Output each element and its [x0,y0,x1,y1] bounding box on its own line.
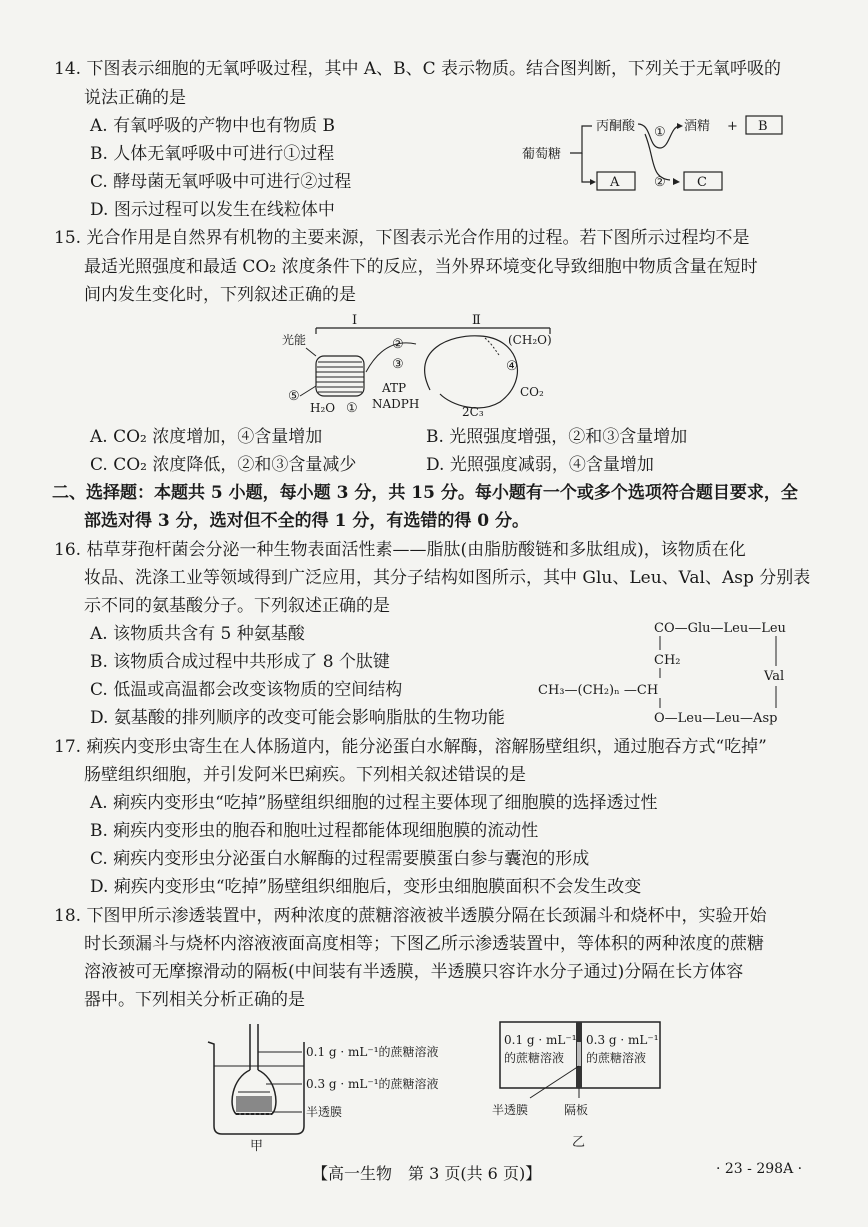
circled-5: ⑤ [288,389,300,404]
q16-option-d: D. 氨基酸的排列顺序的改变可能会影响脂肽的生物功能 [90,708,505,728]
water-label: H₂O [310,401,336,415]
circled-3: ③ [392,357,404,372]
q17-option-b: B. 痢疾内变形虫的胞吞和胞吐过程都能体现细胞膜的流动性 [90,821,539,841]
jia-label-03: 0.3 g · mL⁻¹的蔗糖溶液 [306,1077,439,1091]
structure-row4: O—Leu—Leu—Asp [654,711,778,726]
roman-2: Ⅱ [472,313,481,328]
q15-stem-line1: 15. 光合作用是自然界有机物的主要来源，下图表示光合作用的过程。若下图所示过程均不是 [54,228,750,248]
box-c-label: C [697,175,707,190]
alcohol-label: 酒精 [684,119,711,134]
q18-stem-line4: 器中。下列相关分析正确的是 [84,990,305,1010]
yi-left-name: 的蔗糖溶液 [504,1051,565,1065]
yi-membrane-label: 半透膜 [492,1103,529,1117]
q16-stem-line1: 16. 枯草芽孢杆菌会分泌一种生物表面活性素——脂肽(由脂肪酸链和多肽组成)，该物质在化 [54,540,746,560]
q15-stem-line2: 最适光照强度和最适 CO₂ 浓度条件下的反应，当外界环境变化导致细胞中物质含量在短时 [84,257,758,277]
q16-option-c: C. 低温或高温都会改变该物质的空间结构 [90,680,403,700]
roman-1: Ⅰ [352,313,358,328]
q17-option-d: D. 痢疾内变形虫“吃掉”肠壁组织细胞后，变形虫细胞膜面积不会发生改变 [90,877,642,897]
q15-option-c: C. CO₂ 浓度降低，②和③含量减少 [90,455,357,475]
q16-stem-line2: 妆品、洗涤工业等领域得到广泛应用，其分子结构如图所示，其中 Glu、Leu、Val、Asp 分别表 [84,568,811,588]
q17-stem-line1: 17. 痢疾内变形虫寄生在人体肠道内，能分泌蛋白水解酶，溶解肠壁组织，通过胞吞方式“吃掉” [54,737,767,757]
q17-stem-line2: 肠壁组织细胞，并引发阿米巴痢疾。下列相关叙述错误的是 [84,765,526,785]
jia-caption: 甲 [250,1139,264,1154]
q15-option-a: A. CO₂ 浓度增加，④含量增加 [90,427,323,447]
jia-label-membrane: 半透膜 [306,1105,343,1119]
carbohydrate-label: (CH₂O) [508,333,552,347]
q14-option-a: A. 有氧呼吸的产物中也有物质 B [90,116,335,136]
circled-2: ② [392,337,404,352]
pyruvate-label: 丙酮酸 [596,119,636,134]
q14-option-d: D. 图示过程可以发生在线粒体中 [90,200,335,220]
structure-chain: CH₃—(CH₂)ₙ —CH [538,683,659,698]
section2-header-line1: 二、选择题：本题共 5 小题，每小题 3 分，共 15 分。每小题有一个或多个选项符合题目要求，全 [52,483,798,503]
c3-label: 2C₃ [462,405,484,419]
q18-apparatus-jia [200,1022,450,1154]
plus-sign: + [727,119,738,134]
footer-page-info: 【高一生物 第 3 页(共 6 页)】 [312,1164,542,1183]
jia-label-01: 0.1 g · mL⁻¹的蔗糖溶液 [306,1045,439,1059]
structure-row1: CO—Glu—Leu—Leu [654,621,786,636]
funnel-solution [236,1096,272,1112]
step-1-label: ① [654,125,666,140]
q17-option-c: C. 痢疾内变形虫分泌蛋白水解酶的过程需要膜蛋白参与囊泡的形成 [90,849,590,869]
yi-right-name: 的蔗糖溶液 [586,1051,647,1065]
q14-stem-line1: 14. 下图表示细胞的无氧呼吸过程，其中 A、B、C 表示物质。结合图判断，下列关于无氧呼吸的 [54,59,782,79]
structure-ch2: CH₂ [654,653,681,668]
atp-label: ATP [382,381,407,395]
yi-left-conc: 0.1 g · mL⁻¹ [504,1033,577,1047]
box-b-label: B [758,119,768,134]
circled-1: ① [346,401,358,416]
yi-caption: 乙 [572,1135,586,1150]
co2-label: CO₂ [520,385,544,399]
q18-apparatus-yi [490,1018,670,1158]
circled-4: ④ [506,359,518,374]
q18-stem-line2: 时长颈漏斗与烧杯内溶液液面高度相等；下图乙所示渗透装置中，等体积的两种浓度的蔗糖 [84,934,764,954]
q14-respiration-diagram [520,108,800,198]
q17-option-a: A. 痢疾内变形虫“吃掉”肠壁组织细胞的过程主要体现了细胞膜的选择透过性 [90,793,658,813]
q14-option-b: B. 人体无氧呼吸中可进行①过程 [90,144,335,164]
yi-partition-label: 隔板 [564,1103,589,1117]
q15-option-d: D. 光照强度减弱，④含量增加 [426,455,654,475]
step-2-label: ② [654,175,666,190]
q14-option-c: C. 酵母菌无氧呼吸中可进行②过程 [90,172,352,192]
q14-stem-line2: 说法正确的是 [84,88,186,108]
nadph-label: NADPH [372,397,420,411]
thylakoid-stack [316,356,364,396]
light-energy-label: 光能 [282,333,307,347]
section2-header-line2: 部选对得 3 分，选对但不全的得 1 分，有选错的得 0 分。 [84,511,529,531]
q18-stem-line3: 溶液被可无摩擦滑动的隔板(中间装有半透膜，半透膜只容许水分子通过)分隔在长方体容 [84,962,744,982]
footer-code: · 23 - 298A · [716,1161,803,1177]
glucose-label: 葡萄糖 [522,147,562,162]
q15-stem-line3: 间内发生变化时，下列叙述正确的是 [84,285,356,305]
box-a-label: A [610,175,620,190]
q16-option-a: A. 该物质共含有 5 种氨基酸 [90,624,305,644]
q16-lipopeptide-structure [536,616,806,728]
q16-option-b: B. 该物质合成过程中共形成了 8 个肽键 [90,652,390,672]
q15-option-b: B. 光照强度增强，②和③含量增加 [426,427,688,447]
q18-stem-line1: 18. 下图甲所示渗透装置中，两种浓度的蔗糖溶液被半透膜分隔在长颈漏斗和烧杯中，实验开始 [54,906,767,926]
q15-photosynthesis-diagram [280,310,580,422]
yi-right-conc: 0.3 g · mL⁻¹ [586,1033,659,1047]
structure-val: Val [764,669,785,684]
q16-stem-line3: 示不同的氨基酸分子。下列叙述正确的是 [84,596,390,616]
